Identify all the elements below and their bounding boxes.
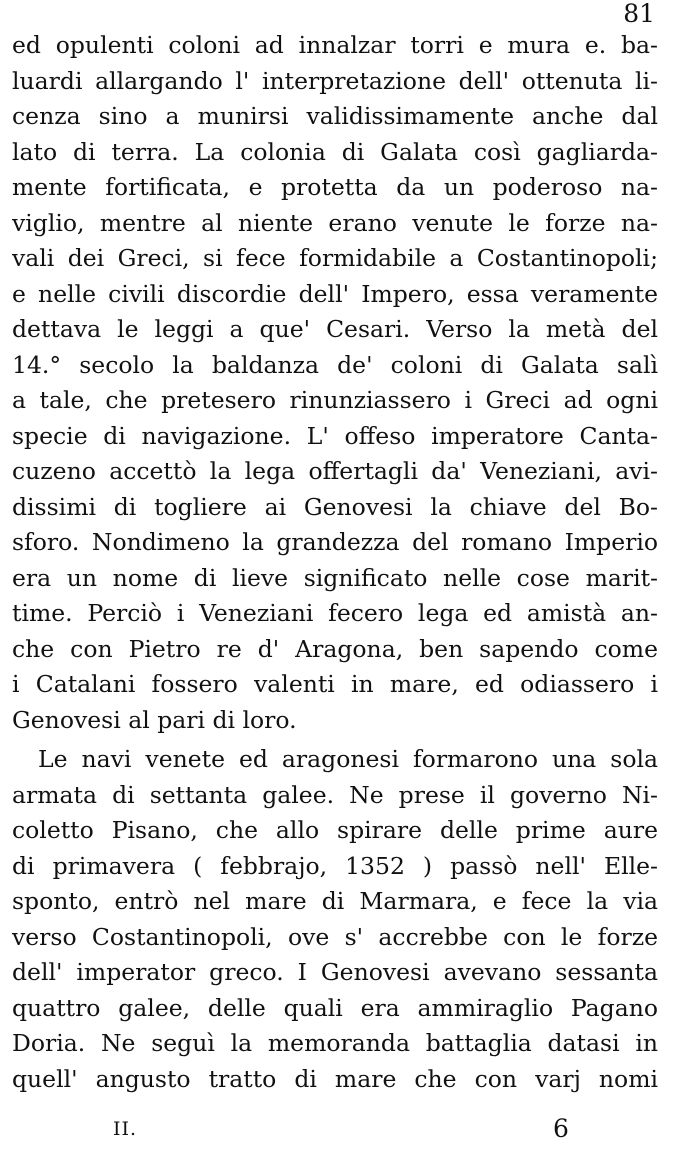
text-line: ed opulenti coloni ad innalzar torri e mura e. ba-: [12, 31, 658, 59]
text-line: sforo. Nondimeno la grandezza del romano Imperio: [12, 528, 658, 556]
text-line: e nelle civili discordie dell' Impero, essa veramente: [12, 279, 658, 308]
text-line: specie di navigazione. L' offeso imperatore Canta-: [12, 421, 658, 450]
text-line: lato di terra. La colonia di Galata così gagliarda-: [12, 137, 658, 166]
text-line: era un nome di lieve significato nelle cose marit-: [12, 563, 658, 592]
text-line: Genovesi al pari di loro.: [12, 705, 297, 734]
text-line: a tale, che pretesero rinunziassero i Greci ad ogni: [12, 386, 658, 414]
body-text: [12, 28, 658, 1097]
text-line: di primavera ( febbrajo, 1352 ) passò nell' Elle-: [12, 851, 658, 880]
text-line: cenza sino a munirsi validissimamente anche dal: [12, 102, 658, 130]
text-line: cuzeno accettò la lega offertagli da' Veneziani, avi-: [12, 457, 658, 485]
text-line: viglio, mentre al niente erano venute le forze na-: [12, 208, 658, 237]
text-line: dettava le leggi a que' Cesari. Verso la metà del: [12, 315, 658, 343]
page-number: 81: [623, 0, 655, 28]
text-line: luardi allargando l' interpretazione dell' ottenuta li-: [12, 66, 658, 95]
paragraph-1: [12, 28, 658, 738]
text-line: 14.° secolo la baldanza de' coloni di Galata salì: [12, 350, 658, 379]
text-line: i Catalani fossero valenti in mare, ed odiassero i: [12, 670, 658, 698]
text-line: coletto Pisano, che allo spirare delle prime aure: [12, 816, 658, 844]
text-line: mente fortificata, e protetta da un poderoso na-: [12, 173, 658, 201]
text-line: che con Pietro re d' Aragona, ben sapendo come: [12, 634, 658, 663]
page-footer: [0, 1114, 683, 1148]
text-line: dell' imperator greco. I Genovesi avevano sessanta: [12, 958, 658, 986]
signature-mark: II.: [113, 1118, 138, 1140]
paragraph-2: [12, 742, 658, 1097]
text-line: dissimi di togliere ai Genovesi la chiave del Bo-: [12, 492, 658, 521]
text-line: time. Perciò i Veneziani fecero lega ed amistà an-: [12, 599, 658, 627]
text-line: quell' angusto tratto di mare che con varj nomi: [12, 1064, 658, 1093]
text-line: Le navi venete ed aragonesi formarono una sola: [38, 745, 658, 773]
text-line: verso Costantinopoli, ove s' accrebbe con le forze: [12, 922, 658, 951]
text-line: sponto, entrò nel mare di Marmara, e fece la via: [12, 887, 658, 915]
text-line: armata di settanta galee. Ne prese il governo Ni-: [12, 780, 658, 809]
text-line: Doria. Ne seguì la memoranda battaglia datasi in: [12, 1029, 658, 1057]
text-line: vali dei Greci, si fece formidabile a Costantinopoli;: [12, 244, 658, 272]
text-line: quattro galee, delle quali era ammiraglio Pagano: [12, 993, 658, 1022]
sheet-number: 6: [553, 1114, 569, 1143]
